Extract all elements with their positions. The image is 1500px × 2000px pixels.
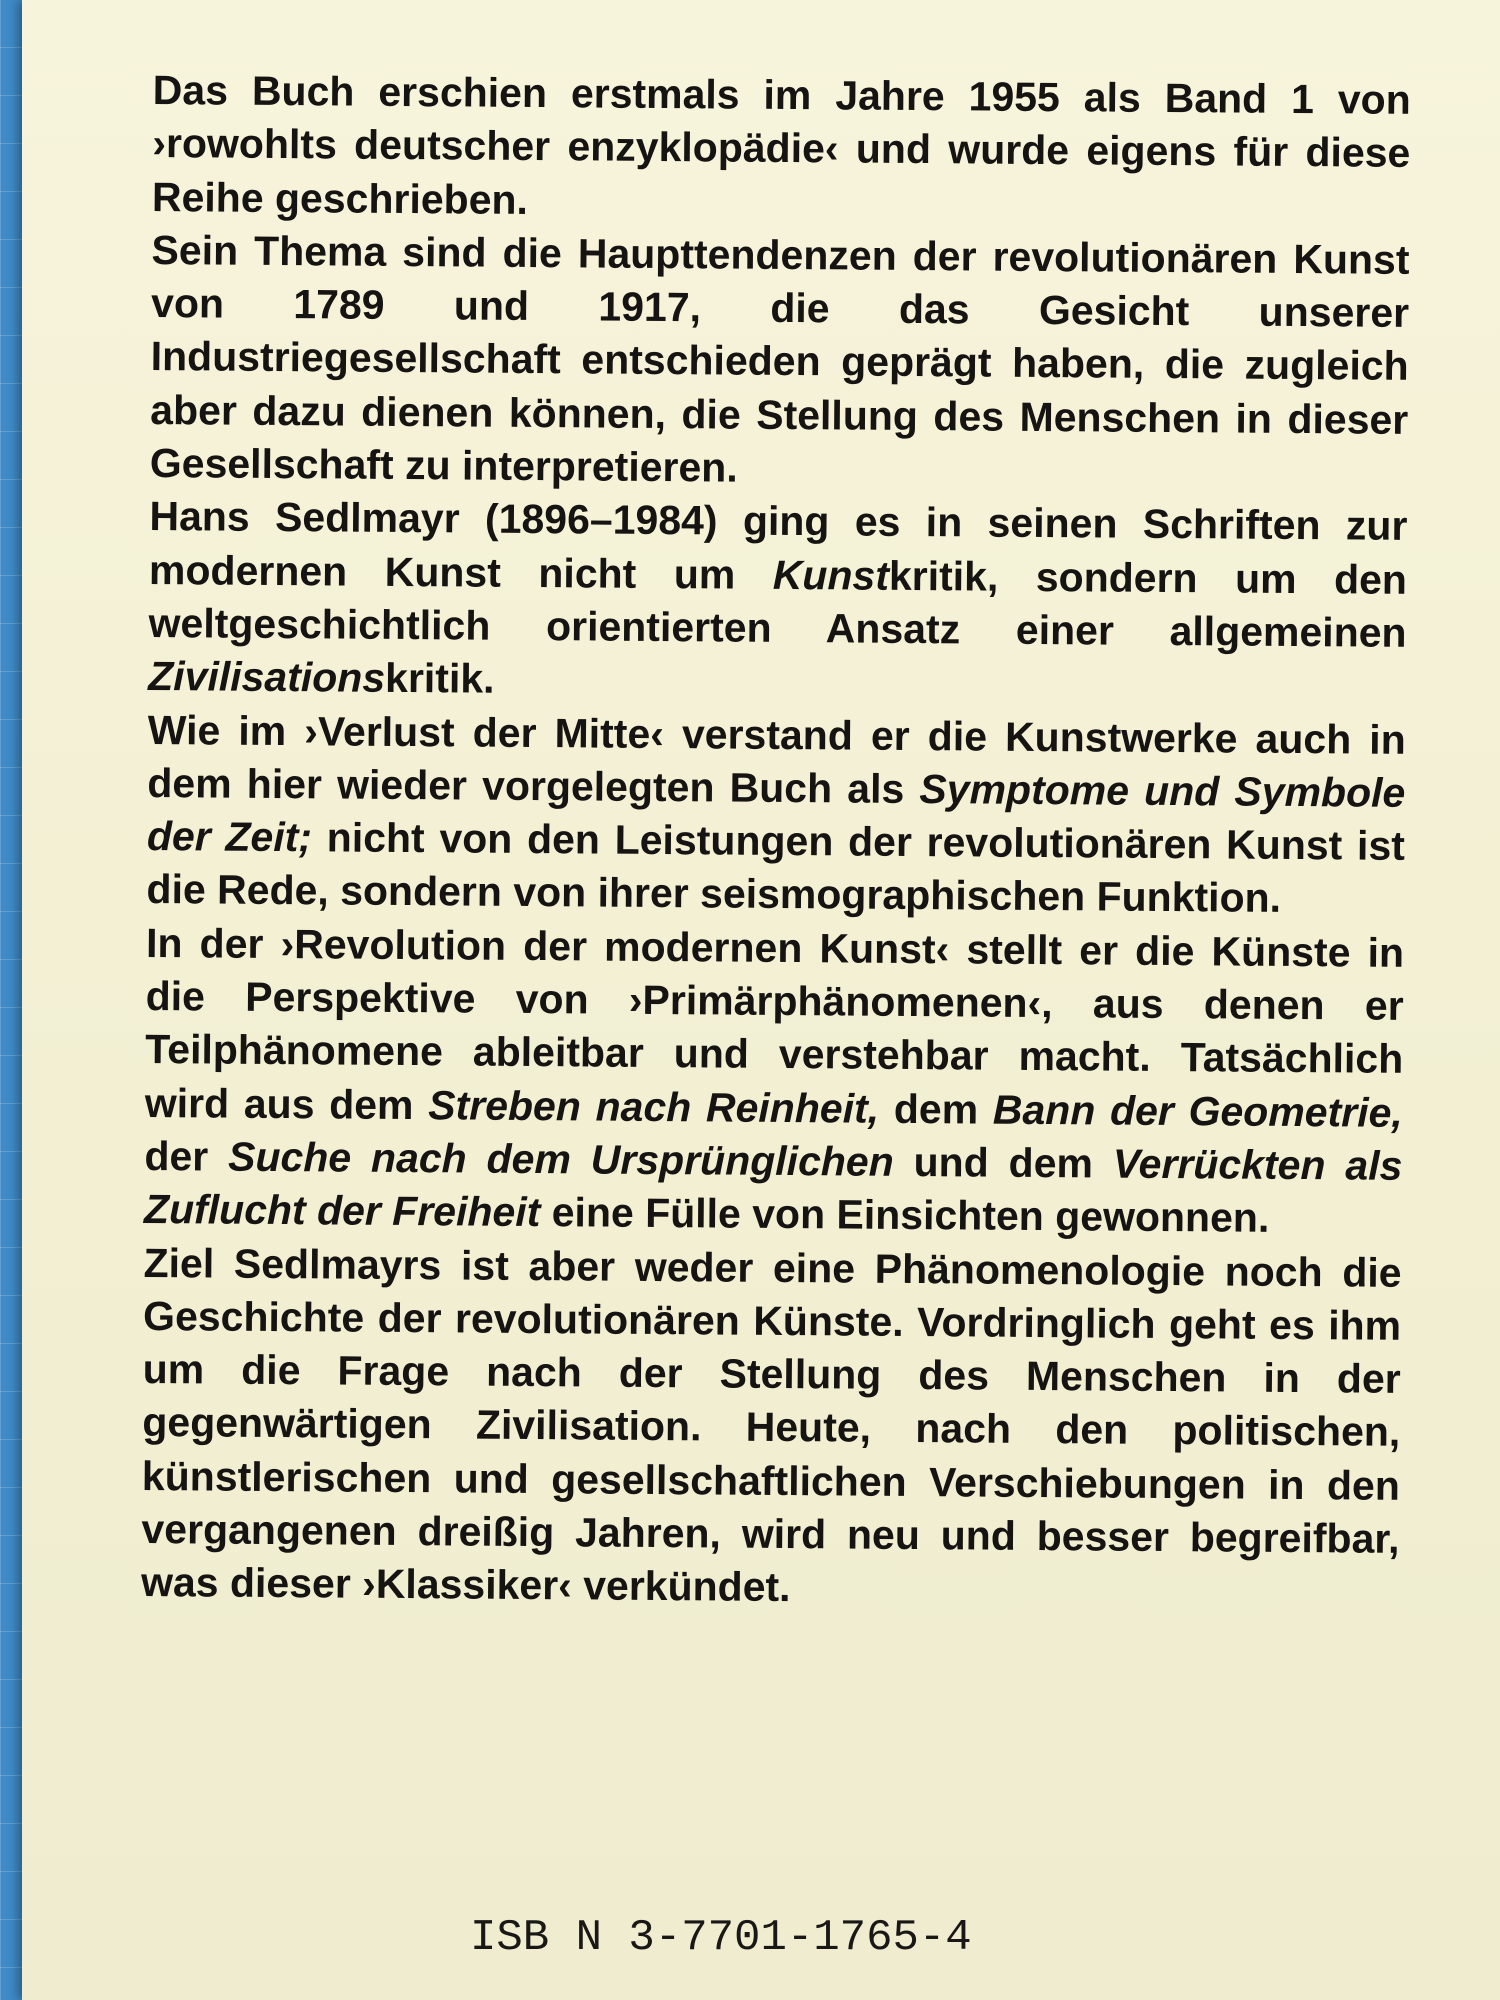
- text-run: dem: [878, 1085, 994, 1133]
- blurb-paragraph-3: [148, 490, 1408, 713]
- text-run: und dem: [893, 1138, 1114, 1187]
- isbn-number: ISB N 3-7701-1765-4: [470, 1913, 972, 1963]
- emphasis: Suche nach dem Ursprünglichen: [227, 1133, 894, 1185]
- blurb-paragraph-6: Ziel Sedlmayrs ist aber weder eine Phänomenologie noch die Geschichte der revolutionären Künste. Vordringlich geht es ihm um die Frage nach der Stellung des Menschen in der gegenwärtigen Zivilisation. Heute, nach den politischen, künstlerischen und gesellschaftlichen Verschiebungen in den vergangenen dreißig Jahren, wird neu und besser begreifbar, was dieser ›Klassiker‹ verkündet.: [140, 1239, 1402, 1611]
- blurb-text: [141, 64, 1411, 1619]
- emphasis: Symptome und Symbole der Zeit;: [146, 765, 1406, 861]
- emphasis: Zivilisations: [148, 653, 386, 702]
- emphasis: Bann der Geometrie,: [992, 1086, 1403, 1136]
- blurb-paragraph-2: Sein Thema sind die Haupttendenzen der revolutionären Kunst von 1789 und 1917, die das Gesicht unserer Industriegesellschaft entschieden geprägt haben, die zugleich aber dazu dienen können, die Stellung des Menschen in dieser Gesellschaft zu interpretieren.: [149, 226, 1410, 491]
- emphasis: Kunst: [772, 551, 890, 599]
- blurb-paragraph-4: [146, 704, 1406, 927]
- book-back-cover: [22, 0, 1500, 2000]
- blurb-paragraph-5: [144, 917, 1404, 1247]
- text-run: Hans Sedlmayr (1896–1984) ging es in seinen Schriften zur modernen Kunst nicht um: [148, 493, 1408, 598]
- blurb-paragraph-1: Das Buch erschien erstmals im Jahre 1955 als Band 1 von ›rowohlts deutscher enzyklopädie‹ und wurde eigens für diese Reihe geschrieben.: [151, 66, 1411, 223]
- text-run: der: [144, 1132, 229, 1180]
- text-run: nicht von den Leistungen der revolutionären Kunst ist die Rede, sondern von ihrer seismographischen Funktion.: [146, 814, 1406, 922]
- text-run: kritik, sondern um den weltgeschichtlich orientierten Ansatz einer allgemeinen: [148, 552, 1408, 656]
- emphasis: Verrückten als Zuflucht der Freiheit: [143, 1140, 1403, 1236]
- text-run: In der ›Revolution der modernen Kunst‹ stellt er die Künste in die Perspektive von ›Primärphänomenen‹, aus denen er Teilphänomene ableitbar und verstehbar macht. Tatsächlich wird aus dem: [144, 919, 1405, 1128]
- emphasis: Streben nach Reinheit,: [428, 1081, 880, 1132]
- text-run: eine Fülle von Einsichten gewonnen.: [540, 1189, 1270, 1242]
- text-run: kritik.: [384, 655, 495, 702]
- text-run: Wie im ›Verlust der Mitte‹ verstand er die Kunstwerke auch in dem hier wieder vorgelegten Buch als: [147, 706, 1406, 812]
